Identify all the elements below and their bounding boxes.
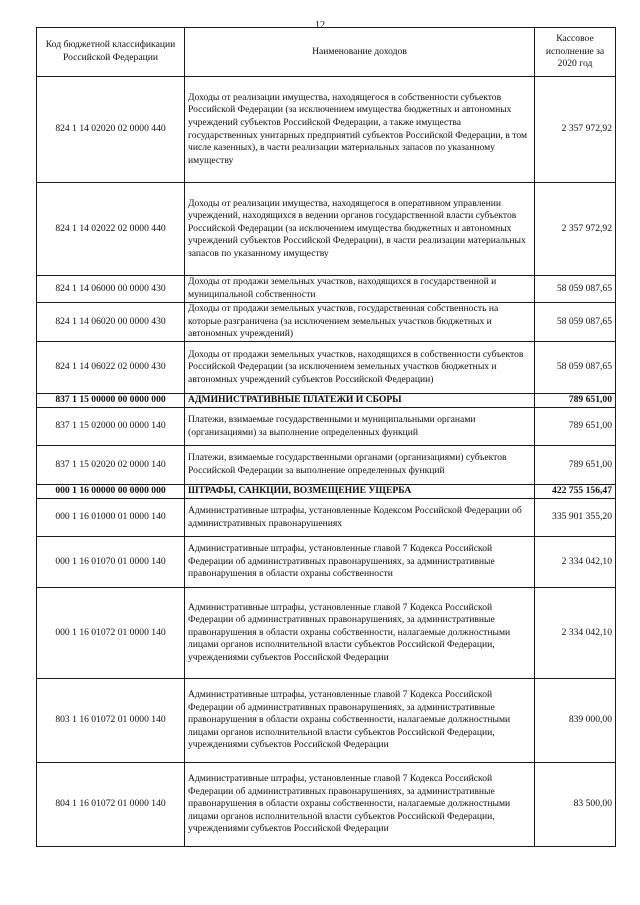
table-row xyxy=(37,679,616,763)
table-row xyxy=(37,394,616,408)
table-row xyxy=(37,763,616,847)
row-code: 824 1 14 06000 00 0000 430 xyxy=(37,276,185,303)
table-row xyxy=(37,77,616,183)
table-row xyxy=(37,588,616,679)
table-row xyxy=(37,342,616,394)
revenue-table xyxy=(36,27,616,847)
page-number: 12 xyxy=(315,20,325,31)
row-name: Доходы от продажи земельных участков, находящихся в собственности субъектов Российской Федерации (за исключением земельных участков бюджетных и автономных учреждений субъектов Российской Федерации) xyxy=(185,342,535,394)
header-amount: Кассовое исполнение за 2020 год xyxy=(535,28,616,77)
row-code: 824 1 14 02020 02 0000 440 xyxy=(37,77,185,183)
row-name: Доходы от продажи земельных участков, находящихся в государственной и муниципальной собственности xyxy=(185,276,535,303)
row-amount: 839 000,00 xyxy=(535,679,616,763)
header-name: Наименование доходов xyxy=(185,28,535,77)
table-row xyxy=(37,276,616,303)
row-name: Административные штрафы, установленные главой 7 Кодекса Российской Федерации об административных правонарушениях, за административные правонарушения в области охраны собственности, налагаемые должностными лицами органов исполнительной власти субъектов Российской Федерации, учреждениями субъектов Российской Федерации xyxy=(185,588,535,679)
row-name: Административные штрафы, установленные Кодексом Российской Федерации об административных правонарушениях xyxy=(185,499,535,537)
row-amount: 2 357 972,92 xyxy=(535,77,616,183)
row-name: Административные штрафы, установленные главой 7 Кодекса Российской Федерации об административных правонарушениях, за административные правонарушения в области охраны собственности, налагаемые должностными лицами органов исполнительной власти субъектов Российской Федерации, учреждениями субъектов Российской Федерации xyxy=(185,763,535,847)
row-name: Доходы от реализации имущества, находящегося в оперативном управлении учреждений, находящихся в ведении органов государственной власти субъектов Российской Федерации (за исключением имущества бюджетных и автономных учреждений субъектов Российской Федерации), в части реализации материальных запасов по указанному имуществу xyxy=(185,183,535,276)
table-row xyxy=(37,499,616,537)
table-header-row xyxy=(37,28,616,77)
table-row xyxy=(37,446,616,485)
row-name: ШТРАФЫ, САНКЦИИ, ВОЗМЕЩЕНИЕ УЩЕРБА xyxy=(185,485,535,499)
row-code: 803 1 16 01072 01 0000 140 xyxy=(37,679,185,763)
row-amount: 789 651,00 xyxy=(535,394,616,408)
row-amount: 2 334 042,10 xyxy=(535,588,616,679)
row-code: 824 1 14 06020 00 0000 430 xyxy=(37,303,185,342)
row-amount: 789 651,00 xyxy=(535,408,616,446)
row-name: Административные штрафы, установленные главой 7 Кодекса Российской Федерации об административных правонарушениях, за административные правонарушения в области охраны собственности xyxy=(185,537,535,588)
row-amount: 58 059 087,65 xyxy=(535,342,616,394)
row-amount: 83 500,00 xyxy=(535,763,616,847)
row-code: 000 1 16 01072 01 0000 140 xyxy=(37,588,185,679)
table-row xyxy=(37,537,616,588)
row-name: Платежи, взимаемые государственными и муниципальными органами (организациями) за выполнение определенных функций xyxy=(185,408,535,446)
row-code: 000 1 16 01000 01 0000 140 xyxy=(37,499,185,537)
row-amount: 422 755 156,47 xyxy=(535,485,616,499)
row-code: 824 1 14 02022 02 0000 440 xyxy=(37,183,185,276)
row-name: Административные штрафы, установленные главой 7 Кодекса Российской Федерации об административных правонарушениях, за административные правонарушения в области охраны собственности, налагаемые должностными лицами органов исполнительной власти субъектов Российской Федерации, учреждениями субъектов Российской Федерации xyxy=(185,679,535,763)
row-amount: 2 334 042,10 xyxy=(535,537,616,588)
row-code: 804 1 16 01072 01 0000 140 xyxy=(37,763,185,847)
row-code: 837 1 15 02000 00 0000 140 xyxy=(37,408,185,446)
row-code: 837 1 15 02020 02 0000 140 xyxy=(37,446,185,485)
table-row xyxy=(37,303,616,342)
row-name: АДМИНИСТРАТИВНЫЕ ПЛАТЕЖИ И СБОРЫ xyxy=(185,394,535,408)
table-row xyxy=(37,408,616,446)
row-amount: 789 651,00 xyxy=(535,446,616,485)
row-amount: 58 059 087,65 xyxy=(535,276,616,303)
row-code: 000 1 16 01070 01 0000 140 xyxy=(37,537,185,588)
table-row xyxy=(37,183,616,276)
header-code: Код бюджетной классификации Российской Федерации xyxy=(37,28,185,77)
row-amount: 2 357 972,92 xyxy=(535,183,616,276)
row-amount: 335 901 355,20 xyxy=(535,499,616,537)
row-name: Доходы от реализации имущества, находящегося в собственности субъектов Российской Федерации (за исключением имущества бюджетных и автономных учреждений субъектов Российской Федерации, а также имущества государственных унитарных предприятий субъектов Российской Федерации, в том числе казенных), в части реализации материальных запасов по указанному имуществу xyxy=(185,77,535,183)
row-code: 837 1 15 00000 00 0000 000 xyxy=(37,394,185,408)
row-amount: 58 059 087,65 xyxy=(535,303,616,342)
row-name: Доходы от продажи земельных участков, государственная собственность на которые разграничена (за исключением земельных участков бюджетных и автономных учреждений) xyxy=(185,303,535,342)
row-code: 824 1 14 06022 02 0000 430 xyxy=(37,342,185,394)
table-row xyxy=(37,485,616,499)
row-name: Платежи, взимаемые государственными органами (организациями) субъектов Российской Федерации за выполнение определенных функций xyxy=(185,446,535,485)
row-code: 000 1 16 00000 00 0000 000 xyxy=(37,485,185,499)
